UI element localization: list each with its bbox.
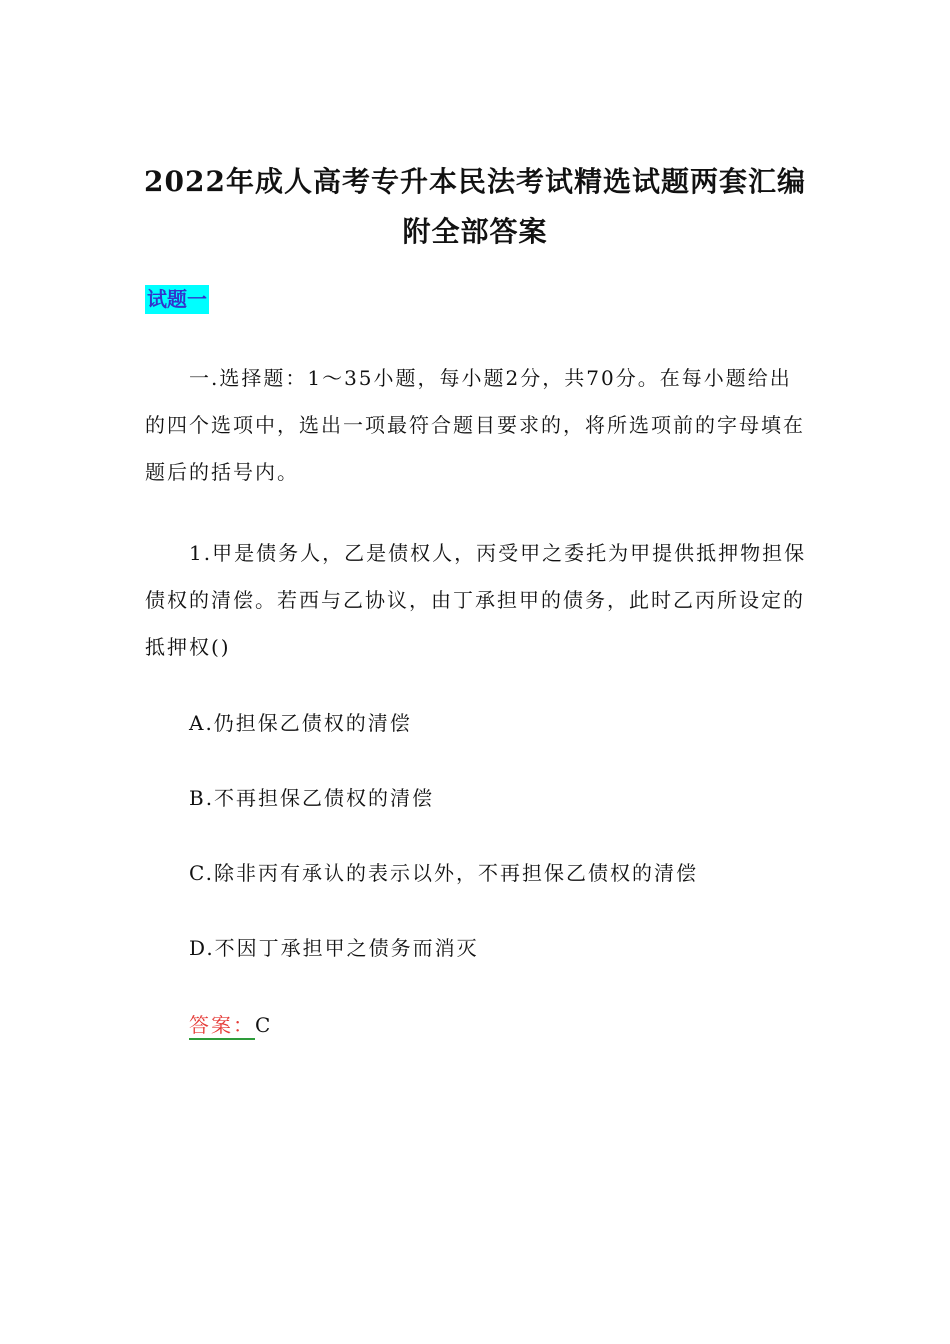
question-stem: 1.甲是债务人，乙是债权人，丙受甲之委托为甲提供抵押物担保债权的清偿。若西与乙协议，由丁承担甲的债务，此时乙丙所设定的抵押权() — [145, 541, 807, 659]
document-title-line-2: 附全部答案 — [402, 215, 548, 248]
option-a: A.仍担保乙债权的清偿 — [189, 711, 412, 735]
option-b: B.不再担保乙债权的清偿 — [189, 786, 435, 810]
section-label: 试题一 — [145, 285, 209, 314]
instructions-paragraph: 一.选择题：1～35小题，每小题2分，共70分。在每小题给出的四个选项中，选出一项最符合题目要求的，将所选项前的字母填在题后的括号内。 — [145, 366, 805, 484]
answer-line — [189, 1010, 272, 1040]
option-c: C.除非丙有承认的表示以外，不再担保乙债权的清偿 — [189, 861, 698, 885]
answer-label: 答案： — [189, 1013, 255, 1040]
document-title-line-1: 2022年成人高考专升本民法考试精选试题两套汇编 — [144, 165, 806, 198]
answer-value: C — [255, 1013, 273, 1037]
option-d: D.不因丁承担甲之债务而消灭 — [189, 936, 479, 960]
